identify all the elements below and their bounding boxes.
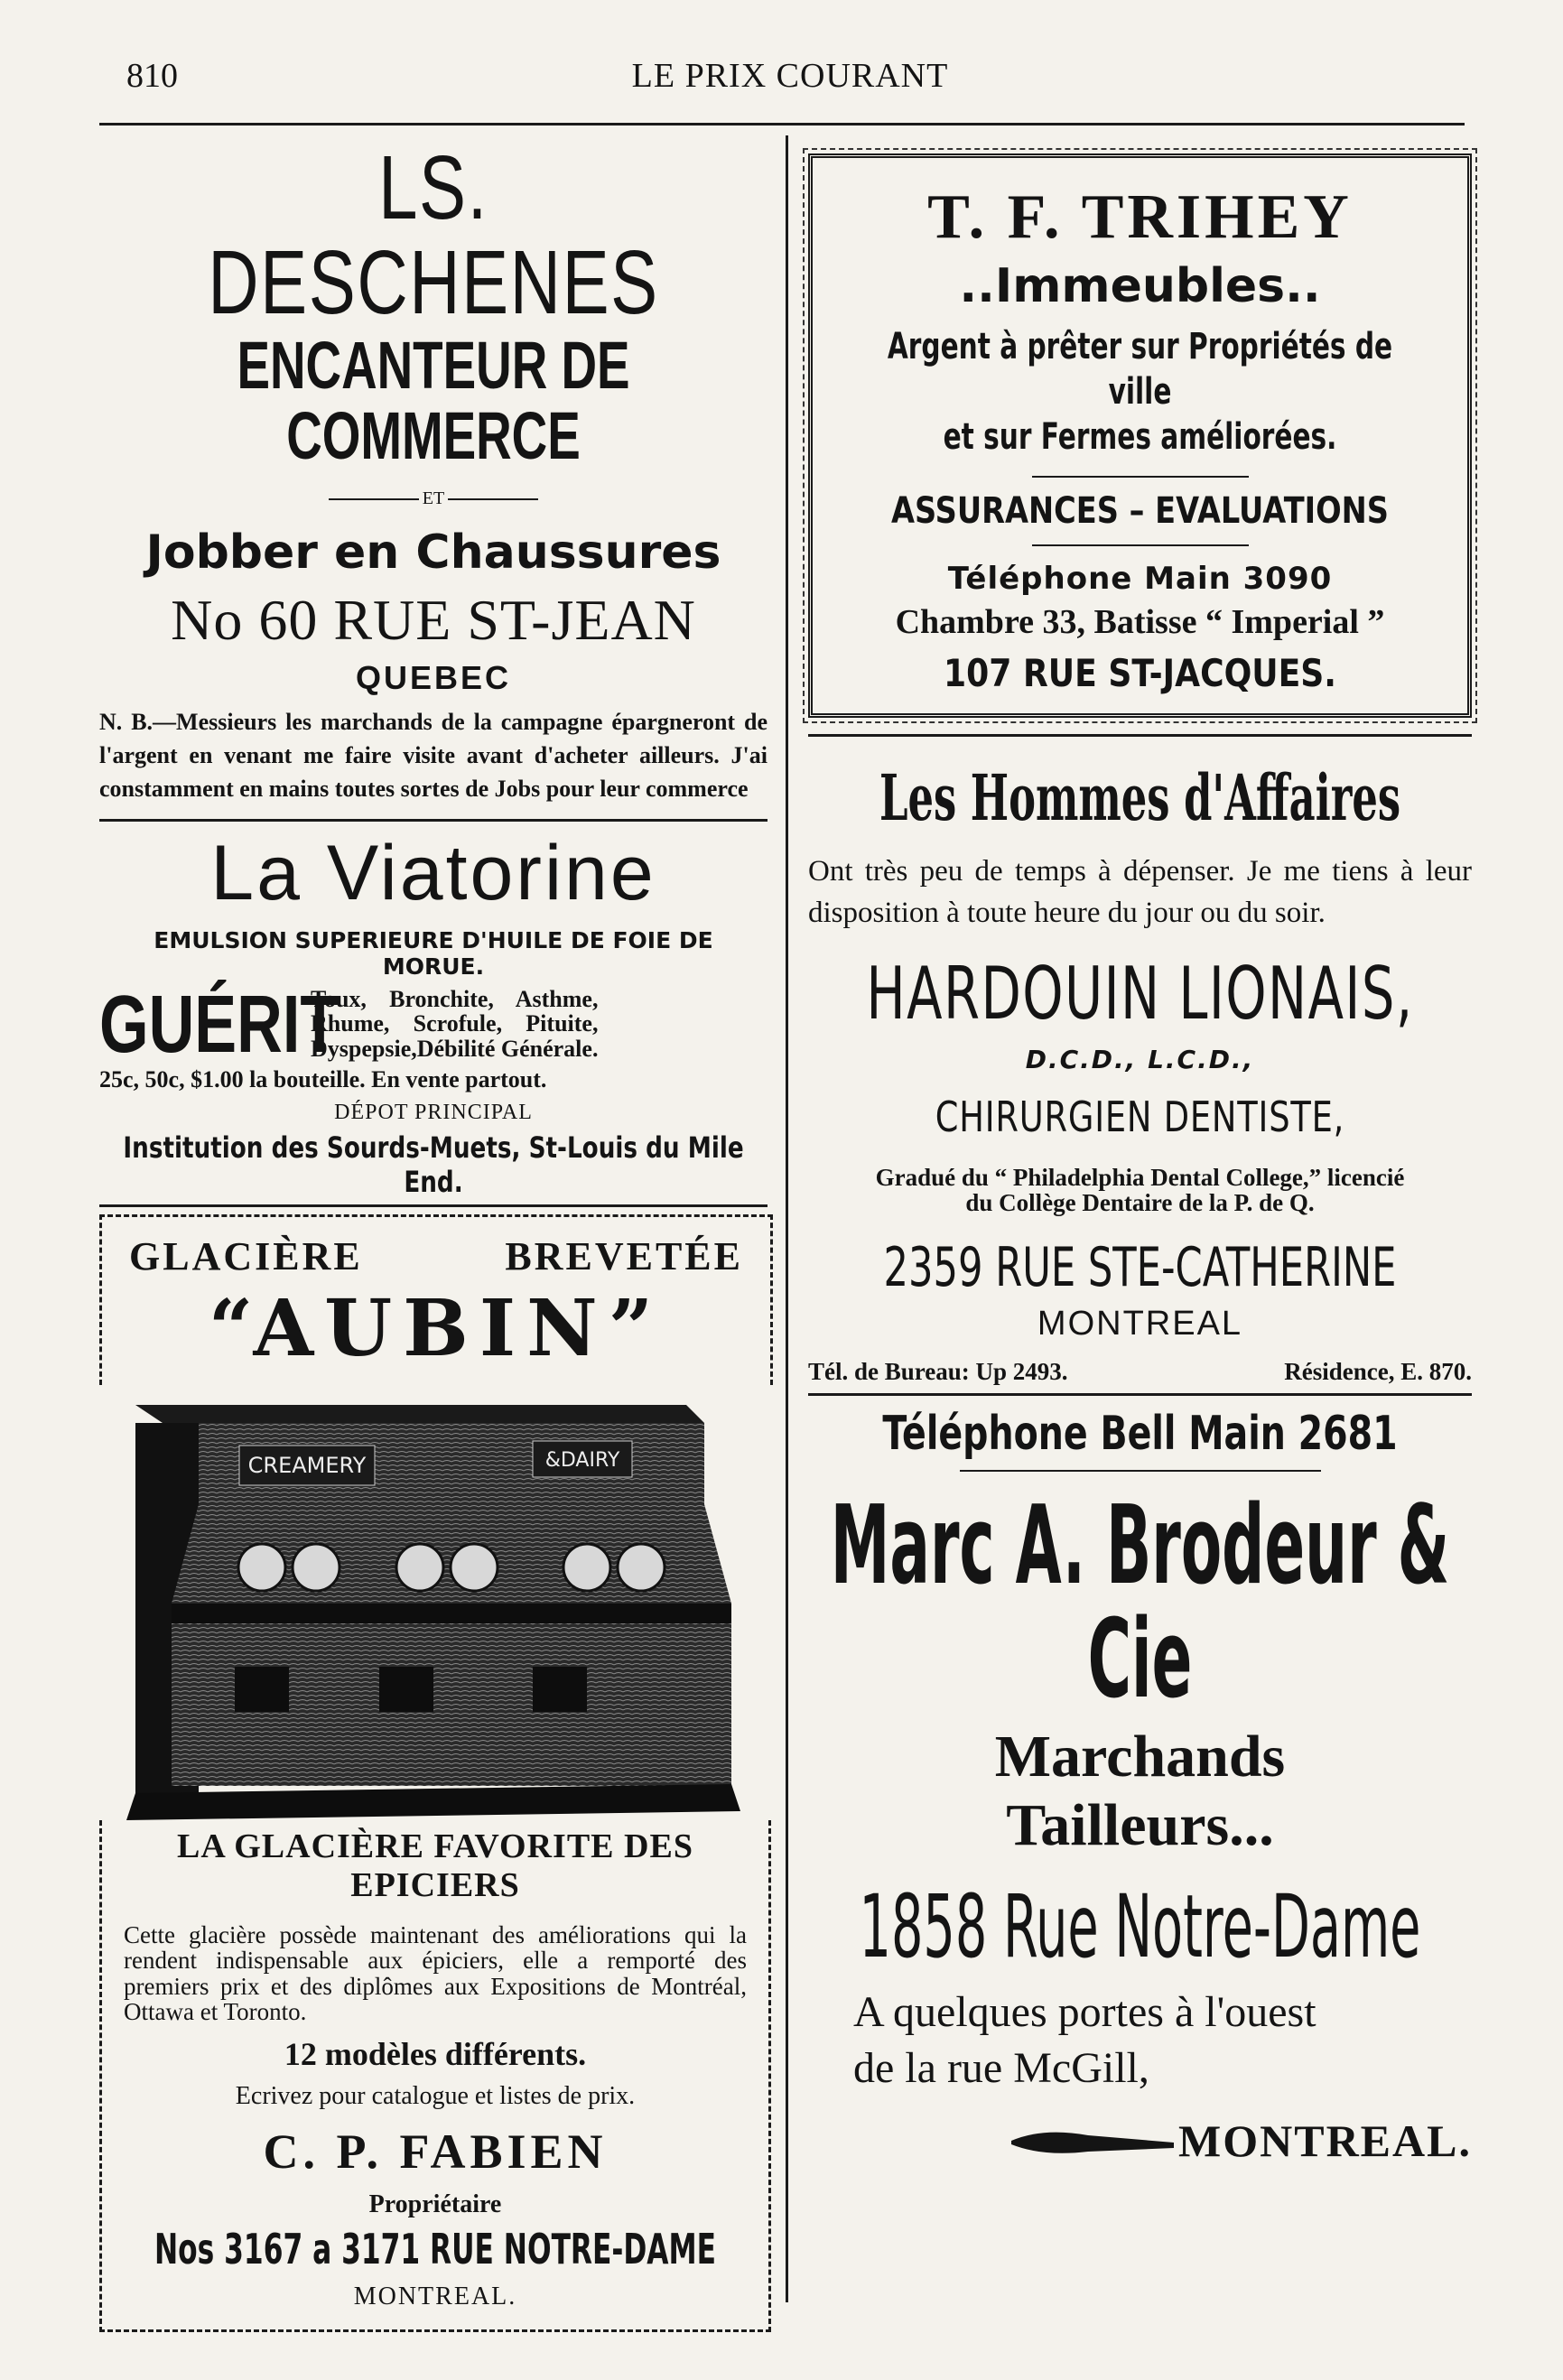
ailment-line: Dyspepsie,Débilité Générale.: [311, 1035, 599, 1062]
trihey-line2: et sur Fermes améliorées.: [943, 416, 1337, 458]
brodeur-trade-line2: Tailleurs...: [1006, 1791, 1274, 1858]
aubin-name: “AUBIN”: [208, 1282, 665, 1374]
brodeur-direction-line2: de la rue McGill,: [853, 2043, 1149, 2092]
right-column: [808, 135, 1472, 2167]
lionais-tel-office: Tél. de Bureau: Up 2493.: [808, 1357, 1068, 1385]
aubin-title-right: BREVETÉE: [505, 1233, 743, 1278]
lionais-tel-home: Résidence, E. 870.: [1284, 1357, 1472, 1385]
brodeur-city-row: [808, 2115, 1472, 2167]
ailment-line: Toux, Bronchite, Asthme,: [311, 986, 599, 1013]
trihey-rule: [1032, 544, 1249, 546]
aubin-owner-role: Propriétaire: [368, 2190, 502, 2219]
lionais-address: 2359 RUE STE-CATHERINE: [883, 1235, 1397, 1299]
ailment-line: Rhume, Scrofule, Pituite,: [311, 1010, 599, 1037]
pointing-hand-icon: [1007, 2123, 1178, 2159]
viatorine-guerit: GUÉRIT: [99, 980, 340, 1071]
lionais-graduate-line1: Gradué du “ Philadelphia Dental College,” licencié: [875, 1164, 1405, 1192]
cabinet-sign-left: CREAMERY: [247, 1452, 367, 1478]
aubin-write: Ecrivez pour catalogue et listes de prix.: [235, 2082, 636, 2111]
deschenes-jobber: Jobber en Chaussures: [145, 525, 721, 581]
aubin-title: [111, 1233, 761, 1279]
brodeur-ad: [808, 1407, 1472, 2168]
viatorine-ad: [99, 829, 768, 1199]
viatorine-emulsion: EMULSION SUPERIEURE D'HUILE DE FOIE DE MORUE.: [154, 927, 713, 981]
trihey-rule: [1032, 476, 1249, 478]
brodeur-phone: Téléphone Bell Main 2681: [882, 1406, 1398, 1461]
aubin-favorite: LA GLACIÈRE FAVORITE DES EPICIERS: [177, 1827, 693, 1905]
viatorine-depot: DÉPOT PRINCIPAL: [334, 1100, 533, 1124]
hommes-ad: [808, 760, 1472, 934]
hommes-text: Ont très peu de temps à dépenser. Je me tiens à leur disposition à toute heure du jour ou du soir.: [808, 855, 1472, 929]
deschenes-ad: [99, 137, 768, 806]
deschenes-subtitle: ENCANTEUR DE COMMERCE: [237, 328, 630, 473]
aubin-title-left: GLACIÈRE: [129, 1233, 363, 1278]
section-rule: [99, 819, 768, 822]
aubin-ad: [99, 1214, 768, 2333]
page-header: [117, 56, 1463, 107]
lionais-profession: CHIRURGIEN DENTISTE,: [935, 1092, 1345, 1142]
left-column: [99, 135, 768, 2332]
aubin-owner: C. P. FABIEN: [263, 2124, 608, 2180]
trihey-services: ASSURANCES – EVALUATIONS: [890, 490, 1390, 532]
lionais-city: MONTREAL: [1037, 1304, 1243, 1343]
brodeur-trade-line1: Marchands: [994, 1723, 1286, 1790]
deschenes-city: QUEBEC: [355, 659, 512, 697]
lionais-phones: [808, 1358, 1472, 1386]
brodeur-direction-line1: A quelques portes à l'ouest: [853, 1987, 1316, 2036]
trihey-ad: [808, 153, 1472, 718]
et-separator: [99, 488, 768, 509]
lionais-graduate-line2: du Collège Dentaire de la P. de Q.: [965, 1189, 1315, 1217]
section-rule: [808, 1393, 1472, 1396]
aubin-header-box: [99, 1214, 773, 1385]
header-rule: [99, 123, 1465, 126]
et-label: ET: [422, 488, 445, 509]
brodeur-name: Marc A. Brodeur & Cie: [830, 1483, 1450, 1723]
lionais-ad: [808, 952, 1472, 1386]
aubin-body-box: [99, 1820, 771, 2333]
trihey-chambre: Chambre 33, Batisse “ Imperial ”: [895, 603, 1385, 641]
trihey-name: T. F. TRIHEY: [927, 182, 1353, 252]
running-title: LE PRIX COURANT: [631, 57, 949, 95]
aubin-models: 12 modèles différents.: [284, 2036, 587, 2073]
viatorine-ailments: [311, 987, 598, 1061]
section-rule: [99, 1204, 768, 1207]
trihey-line1: Argent à prêter sur Propriétés de ville: [887, 326, 1393, 413]
trihey-tagline: ..Immeubles..: [959, 259, 1321, 313]
viatorine-name: La Viatorine: [210, 830, 656, 917]
lionais-name: HARDOUIN LIONAIS,: [866, 952, 1414, 1037]
viatorine-guerit-row: [99, 980, 768, 1071]
deschenes-address: No 60 RUE ST-JEAN: [171, 588, 696, 653]
brodeur-rule: [960, 1470, 1321, 1472]
cabinet-sign-right: &DAIRY: [544, 1448, 620, 1472]
aubin-address: Nos 3167 a 3171 RUE NOTRE-DAME: [154, 2225, 717, 2274]
lionais-degrees: D.C.D., L.C.D.,: [1025, 1045, 1255, 1075]
column-divider: [786, 135, 788, 2302]
trihey-phone: Téléphone Main 3090: [947, 561, 1333, 597]
trihey-address: 107 RUE ST-JACQUES.: [943, 651, 1337, 695]
deschenes-note: N. B.—Messieurs les marchands de la campagne épargneront de l'argent en venant me faire visite avant d'acheter ailleurs. J'ai constamment en mains toutes sortes de Jobs pour leur commerce: [99, 709, 768, 803]
ice-cabinet-illustration: [108, 1396, 740, 1820]
brodeur-city: MONTREAL.: [1178, 2115, 1472, 2167]
viatorine-price: 25c, 50c, $1.00 la bouteille. En vente partout.: [99, 1065, 547, 1092]
brodeur-address: 1858 Rue Notre-Dame: [859, 1875, 1421, 1977]
hommes-title: Les Hommes d'Affaires: [879, 760, 1401, 835]
page-number: 810: [126, 57, 178, 95]
deschenes-name: LS. DESCHENES: [208, 137, 659, 333]
aubin-description: Cette glacière possède maintenant des améliorations qui la rendent indispensable aux épiciers, elle a remporté des premiers prix et des diplômes aux Expositions de Montréal, Ottawa et Toronto.: [124, 1920, 747, 2025]
section-rule: [808, 734, 1472, 737]
aubin-city: MONTREAL.: [353, 2282, 517, 2311]
viatorine-institution: Institution des Sourds-Muets, St-Louis du Mile End.: [123, 1130, 744, 1199]
